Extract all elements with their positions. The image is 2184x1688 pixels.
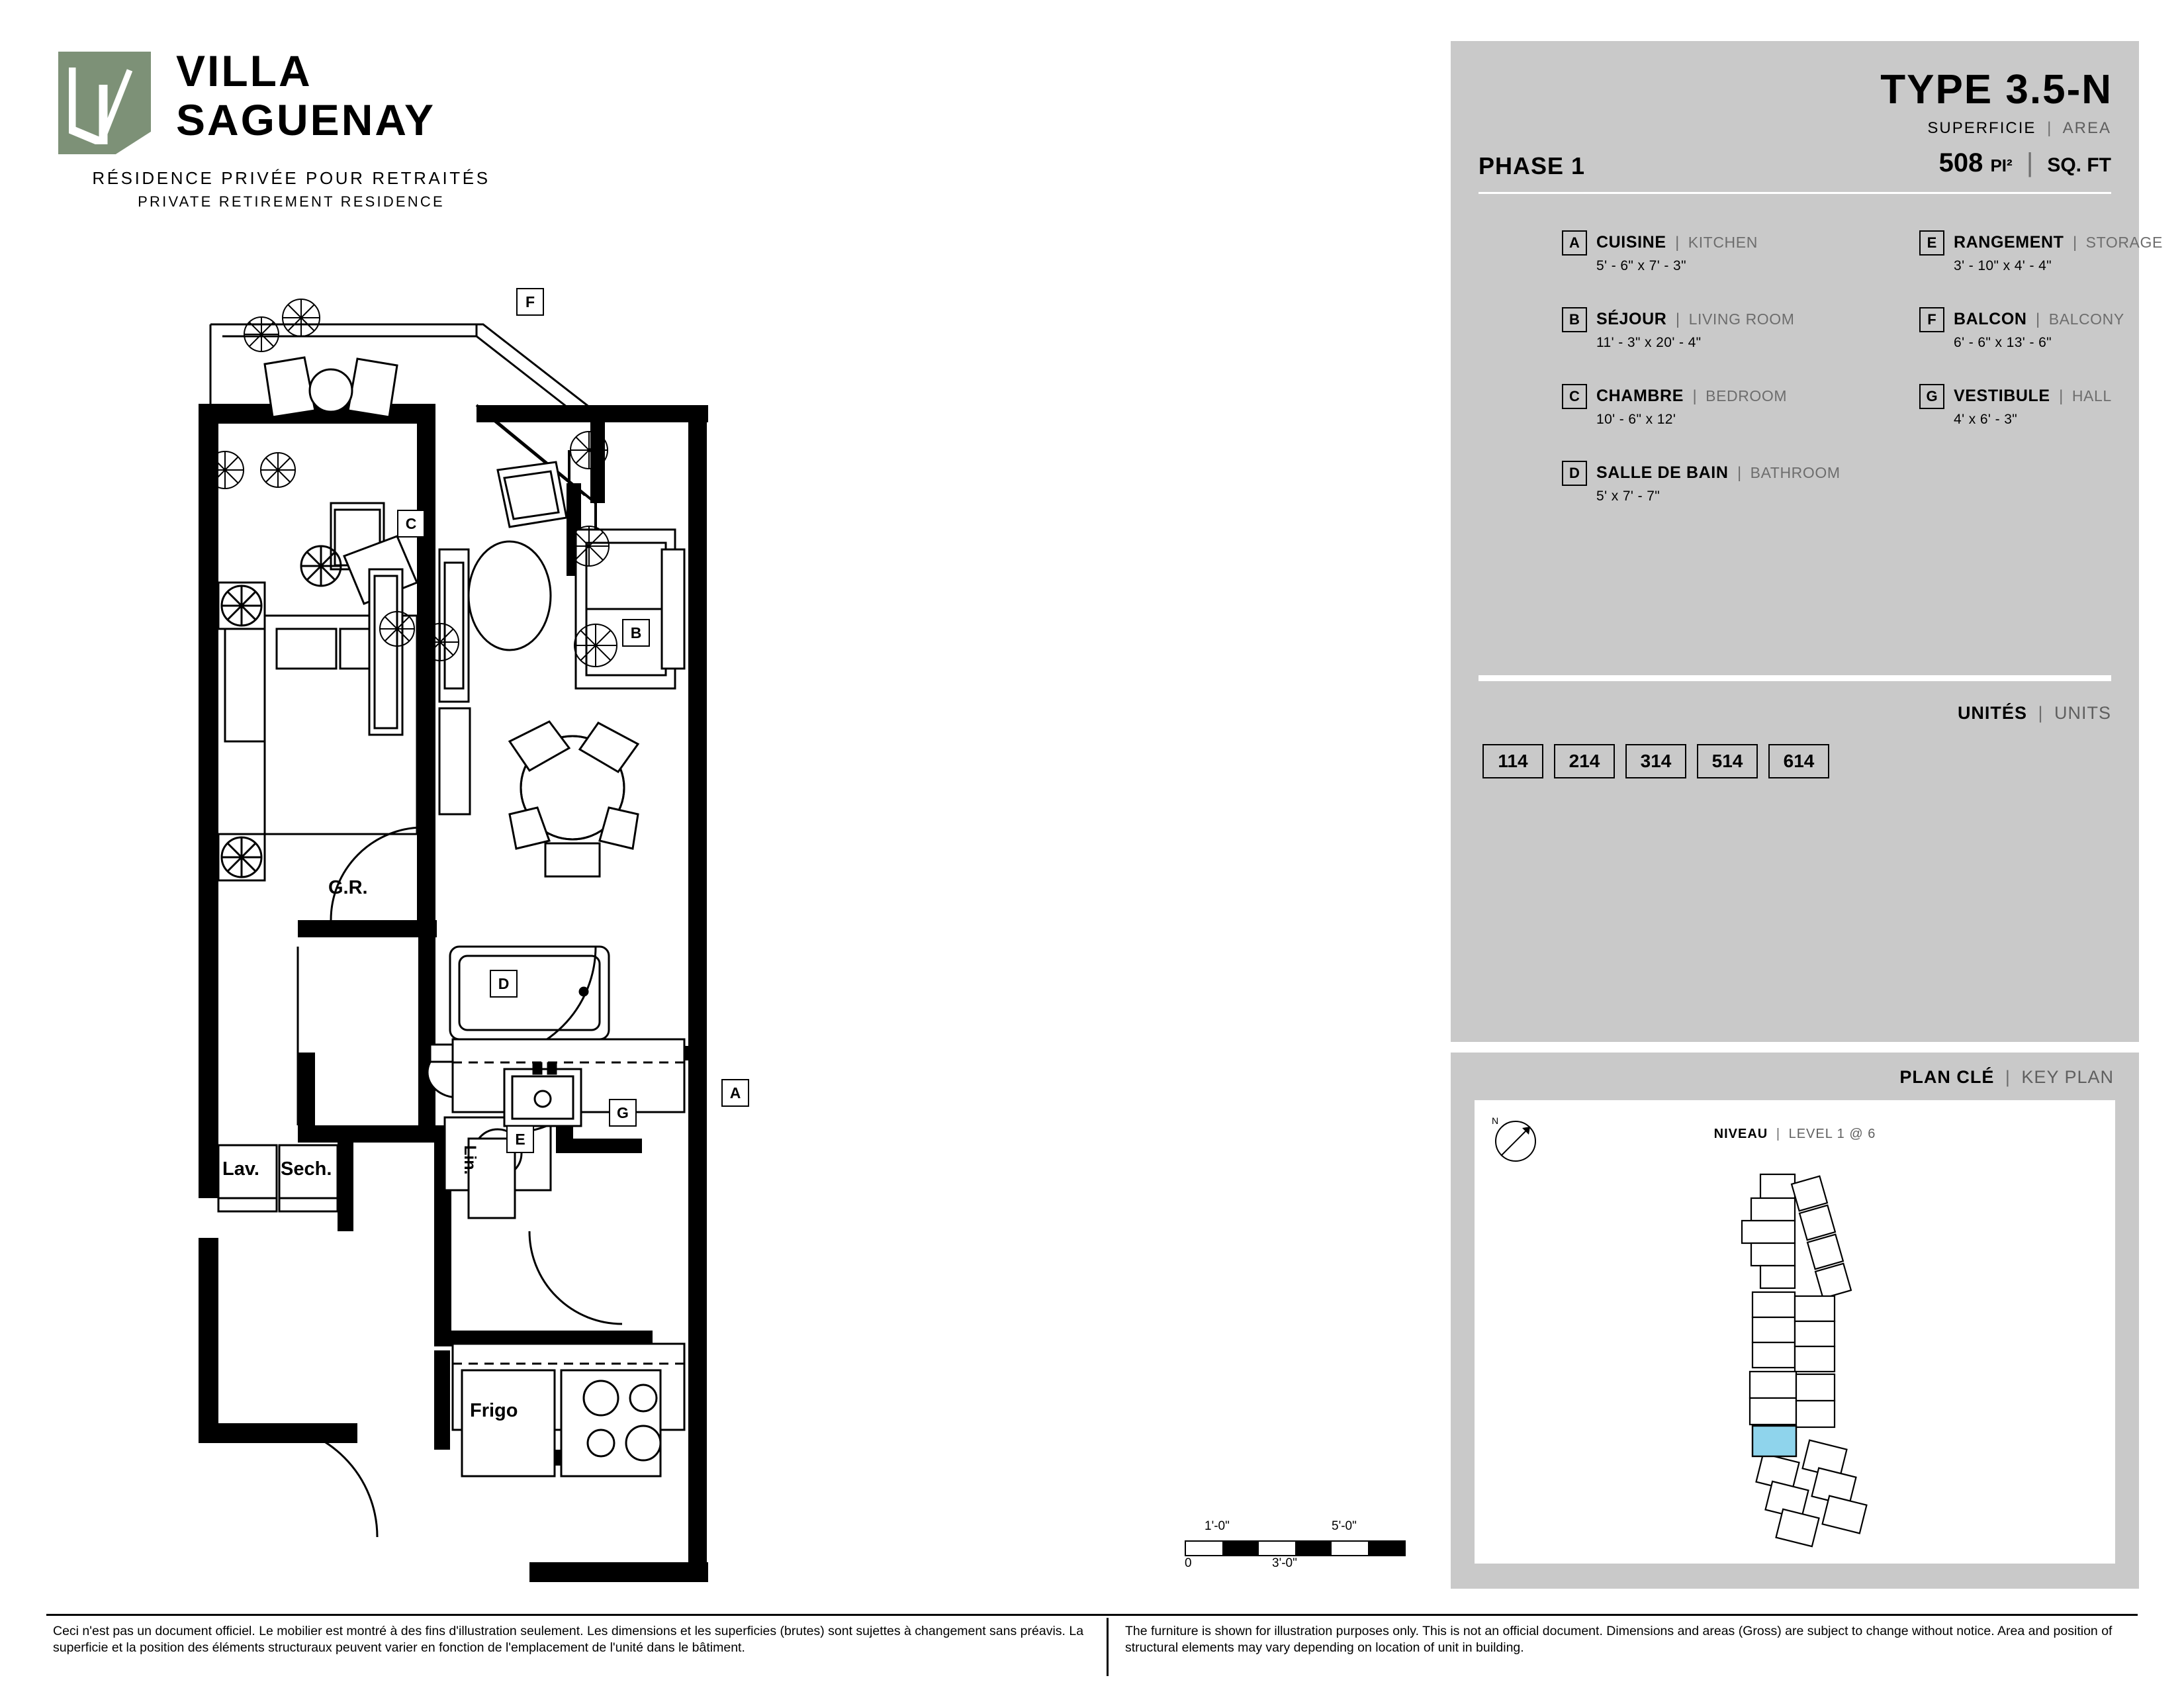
legend-name-g: VESTIBULE: [1954, 387, 2050, 405]
key-plan-title: [1899, 1067, 2114, 1088]
key-plan-canvas: [1475, 1100, 2115, 1564]
legend-name-d: SALLE DE BAIN: [1596, 463, 1729, 482]
legend-badge-d: D: [1562, 461, 1587, 486]
legend-sep-f: |: [2036, 310, 2040, 328]
area-caption-fr: SUPERFICIE: [1927, 119, 2036, 137]
legend-name-en-b: LIVING ROOM: [1688, 310, 1795, 328]
legend-dim-d: 5' x 7' - 7": [1596, 489, 1661, 504]
area-unit-en: SQ. FT: [2047, 154, 2111, 176]
unit-badge[interactable]: 514: [1697, 744, 1758, 778]
legend-name-b: SÉJOUR: [1596, 310, 1667, 328]
plan-badge-a: A: [721, 1079, 749, 1107]
panel-divider: [1479, 192, 2111, 194]
logo-line-1: VILLA: [176, 46, 312, 95]
plan-badge-f: F: [516, 288, 544, 316]
svg-text:N: N: [1492, 1115, 1499, 1126]
disclaimer-en: The furniture is shown for illustration purposes only. This is not an official document. Dimensions and areas (Gross) are subject to change without notice. Area and position of structural elements may vary depending on location of unit in building.: [1125, 1624, 2113, 1655]
legend-item-f: [1927, 310, 2184, 351]
units-title-en: UNITS: [2054, 703, 2111, 723]
legend-name-en-d: BATHROOM: [1750, 464, 1841, 481]
legend-sep-b: |: [1675, 310, 1680, 328]
room-label-sech: Sech.: [281, 1158, 332, 1180]
floor-plan-drawing: [199, 285, 1403, 1602]
legend-name-en-g: HALL: [2071, 387, 2112, 404]
unit-type-title: TYPE 3.5-N: [1880, 67, 2113, 113]
units-title: [1958, 703, 2111, 724]
legend-item-c: [1569, 387, 1947, 428]
legend-sep-c: |: [1692, 387, 1697, 405]
scale-label-mid: 3'-0": [1272, 1556, 1297, 1570]
key-plan-level-en: LEVEL 1 @ 6: [1788, 1127, 1876, 1141]
legend-item-e: [1927, 233, 2184, 274]
legend-item-d: [1569, 463, 1947, 504]
logo-v-glyph: [69, 66, 132, 144]
building-blocks: [1742, 1174, 1866, 1546]
units-title-separator: |: [2038, 703, 2044, 723]
legend-name-en-e: STORAGE: [2085, 234, 2163, 251]
room-label-gr: G.R.: [328, 877, 368, 898]
units-title-fr: UNITÉS: [1957, 703, 2027, 723]
legend-sep-g: |: [2059, 387, 2064, 405]
legend-name-e: RANGEMENT: [1954, 233, 2064, 252]
plan-badge-e: E: [506, 1125, 534, 1153]
legend-sep-e: |: [2072, 234, 2077, 252]
area-caption-separator: |: [2047, 119, 2053, 137]
unit-badge[interactable]: 214: [1554, 744, 1615, 778]
footer-divider: [46, 1614, 2138, 1616]
legend-name-c: CHAMBRE: [1596, 387, 1684, 405]
key-plan-title-separator: |: [2005, 1067, 2011, 1087]
scale-label-zero: 0: [1185, 1556, 1192, 1570]
unit-badge[interactable]: 314: [1625, 744, 1686, 778]
area-value-row: [1939, 148, 2111, 178]
legend-dim-c: 10' - 6" x 12': [1596, 412, 1676, 427]
legend-dim-a: 5' - 6" x 7' - 3": [1596, 258, 1686, 273]
plan-badge-c: C: [397, 510, 425, 538]
legend-sep-a: |: [1675, 234, 1680, 252]
legend-dim-f: 6' - 6" x 13' - 6": [1954, 335, 2052, 350]
key-plan-level-label: [1714, 1127, 1876, 1142]
units-divider: [1479, 675, 2111, 681]
unit-badge[interactable]: 114: [1482, 744, 1543, 778]
key-plan-title-fr: PLAN CLÉ: [1899, 1067, 1995, 1087]
legend-name-en-f: BALCONY: [2048, 310, 2124, 328]
legend-badge-a: A: [1562, 230, 1587, 256]
north-arrow-icon: [1492, 1115, 1535, 1161]
legend-dim-b: 11' - 3" x 20' - 4": [1596, 335, 1702, 350]
legend-badge-f: F: [1919, 307, 1944, 332]
legend-badge-g: G: [1919, 384, 1944, 409]
unit-badge[interactable]: 614: [1768, 744, 1829, 778]
room-label-lav: Lav.: [222, 1158, 259, 1180]
area-caption-en: AREA: [2062, 119, 2111, 137]
logo-line-2: SAGUENAY: [176, 95, 435, 144]
legend-item-g: [1926, 387, 2184, 428]
key-plan-level-separator: |: [1776, 1127, 1781, 1141]
legend-dim-e: 3' - 10" x 4' - 4": [1954, 258, 2052, 273]
info-panel: [1451, 41, 2163, 1042]
villa-saguenay-logo-icon: [46, 46, 159, 159]
scale-bar-graphic: [1185, 1540, 1406, 1556]
legend-badge-e: E: [1919, 230, 1944, 256]
legend-dim-g: 4' x 6' - 3": [1954, 412, 2018, 427]
key-plan-title-en: KEY PLAN: [2021, 1067, 2114, 1087]
key-plan-diagram: [1475, 1100, 2115, 1564]
plan-badge-b: B: [622, 619, 650, 647]
key-plan-level-fr: NIVEAU: [1713, 1127, 1768, 1141]
legend-name-en-a: KITCHEN: [1688, 234, 1758, 251]
plan-badge-d: D: [490, 970, 518, 998]
legend-name-f: BALCON: [1954, 310, 2027, 328]
logo-subtitle-fr: RÉSIDENCE PRIVÉE POUR RETRAITÉS: [92, 168, 490, 188]
logo-subtitle-en: PRIVATE RETIREMENT RESIDENCE: [138, 193, 445, 210]
legend-column-2: [1926, 233, 2184, 463]
legend-badge-c: C: [1562, 384, 1587, 409]
disclaimer-fr: Ceci n'est pas un document officiel. Le mobilier est montré à des fins d'illustration seulement. Les dimensions et les superficies (brutes) sont sujettes à changement sans préavis. La superficie et la position des éléments structuraux peuvent varier en fonction de l'emplacement de l'unité dans le bâtiment.: [53, 1624, 1084, 1655]
legend-name-a: CUISINE: [1596, 233, 1666, 252]
scale-label-right-top: 5'-0": [1332, 1519, 1357, 1533]
room-label-frigo: Frigo: [470, 1400, 518, 1421]
legend-sep-d: |: [1737, 464, 1742, 482]
legend-item-a: [1569, 233, 1947, 274]
footer-vertical-divider: [1107, 1618, 1109, 1676]
phase-label: PHASE 1: [1479, 152, 1586, 179]
plan-badge-g: G: [609, 1099, 637, 1127]
legend-item-b: [1569, 310, 1947, 351]
legend-name-en-c: BEDROOM: [1706, 387, 1788, 404]
area-caption: [1927, 119, 2111, 138]
legend-column-1: [1569, 233, 1947, 540]
legend-badge-b: B: [1562, 307, 1587, 332]
key-plan-highlighted-unit: [1752, 1426, 1796, 1456]
key-plan-panel: [1451, 1053, 2139, 1589]
scale-label-left-top: 1'-0": [1205, 1519, 1230, 1533]
room-label-lin: Lin.: [461, 1145, 479, 1175]
area-unit-separator: |: [2026, 148, 2034, 177]
area-unit-fr: PI²: [1990, 156, 2013, 175]
units-list: [1482, 744, 1829, 778]
scale-bar: [1185, 1519, 1416, 1570]
area-value: 508: [1938, 148, 1983, 177]
brand-logo: [46, 46, 549, 211]
